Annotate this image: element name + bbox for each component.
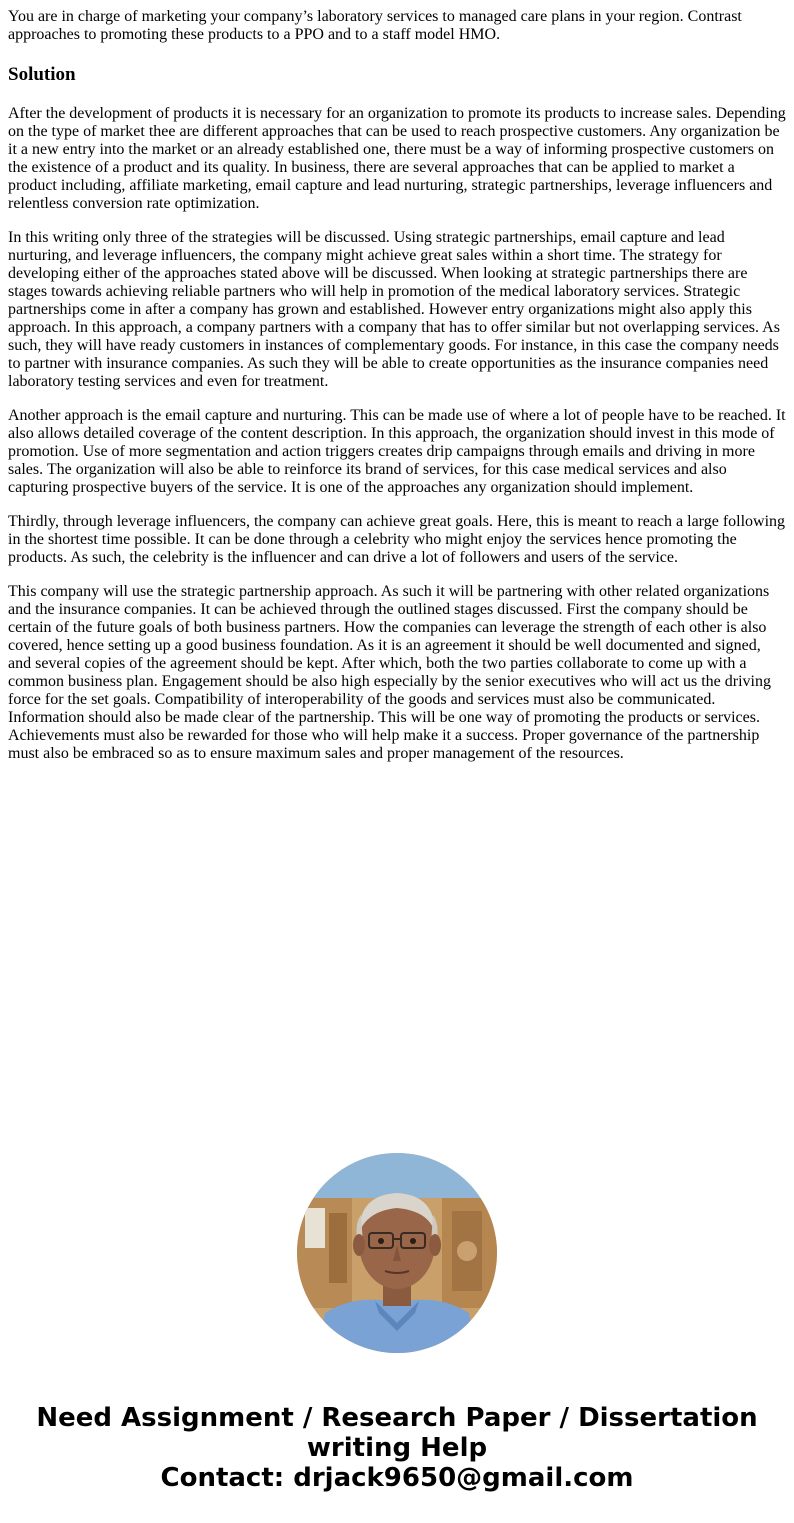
promo-contact: Contact: drjack9650@gmail.com (160, 1463, 634, 1493)
promo-banner (0, 1403, 794, 1493)
solution-paragraph-5: This company will use the strategic partnership approach. As such it will be partnering with other related organizations and the insurance companies. It can be achieved through the outlined stages discussed. First the company should be certain of the future goals of both business partners. How the companies can leverage the strength of each other is also covered, hence setting up a good business foundation. As it is an agreement it should be well documented and signed, and several copies of the agreement should be kept. After which, both the two parties collaborate to come up with a common business plan. Engagement should be also high especially by the senior executives who will act us the driving force for the set goals. Compatibility of interoperability of the goods and services must also be communicated. Information should also be made clear of the partnership. This will be one way of promoting the products or services. Achievements must also be rewarded for those who will help make it a success. Proper governance of the partnership must also be embraced so as to ensure maximum sales and proper management of the resources. (8, 583, 771, 762)
question-text: You are in charge of marketing your company’s laboratory services to managed care plans in your region. Contrast approaches to promoting these products to a PPO and to a staff model HMO. (8, 8, 742, 43)
solution-paragraph-3: Another approach is the email capture and nurturing. This can be made use of where a lot of people have to be reached. It also allows detailed coverage of the content description. In this approach, the organization should invest in this mode of promotion. Use of more segmentation and action triggers creates drip campaigns through emails and driving in more sales. The organization will also be able to reinforce its brand of services, for this case medical services and also capturing prospective buyers of the service. It is one of the approaches any organization should implement. (8, 407, 786, 496)
promo-line-2: writing Help (306, 1433, 488, 1463)
author-avatar (297, 1153, 497, 1353)
solution-paragraph-1: After the development of products it is necessary for an organization to promote its products to increase sales. Depending on the type of market thee are different approaches that can be used to reach prospective customers. Any organization be it a new entry into the market or an already established one, there must be a way of informing prospective customers on the existence of a product and its quality. In business, there are several approaches that can be applied to market a product including, affiliate marketing, email capture and lead nurturing, strategic partnerships, leverage influencers and relentless conversion rate optimization. (8, 105, 786, 212)
promo-line-1: Need Assignment / Research Paper / Dissertation (36, 1403, 758, 1433)
solution-heading: Solution (8, 64, 76, 85)
solution-paragraph-2: In this writing only three of the strategies will be discussed. Using strategic partnerships, email capture and lead nurturing, and leverage influencers, the company might achieve great sales within a short time. The strategy for developing either of the approaches stated above will be discussed. When looking at strategic partnerships there are stages towards achieving reliable partners who will help in promotion of the medical laboratory services. Strategic partnerships come in after a company has grown and established. However entry organizations might also apply this approach. In this approach, a company partners with a company that has to offer similar but not overlapping services. As such, they will have ready customers in instances of complementary goods. For instance, in this case the company needs to partner with insurance companies. As such they will be able to create opportunities as the insurance companies need laboratory testing services and even for treatment. (8, 229, 780, 390)
author-portrait-image (297, 1153, 497, 1353)
document-body (8, 8, 786, 779)
solution-paragraph-4: Thirdly, through leverage influencers, the company can achieve great goals. Here, this is meant to reach a large following in the shortest time possible. It can be done through a celebrity who might enjoy the services hence promoting the products. As such, the celebrity is the influencer and can drive a lot of followers and users of the service. (8, 513, 786, 566)
